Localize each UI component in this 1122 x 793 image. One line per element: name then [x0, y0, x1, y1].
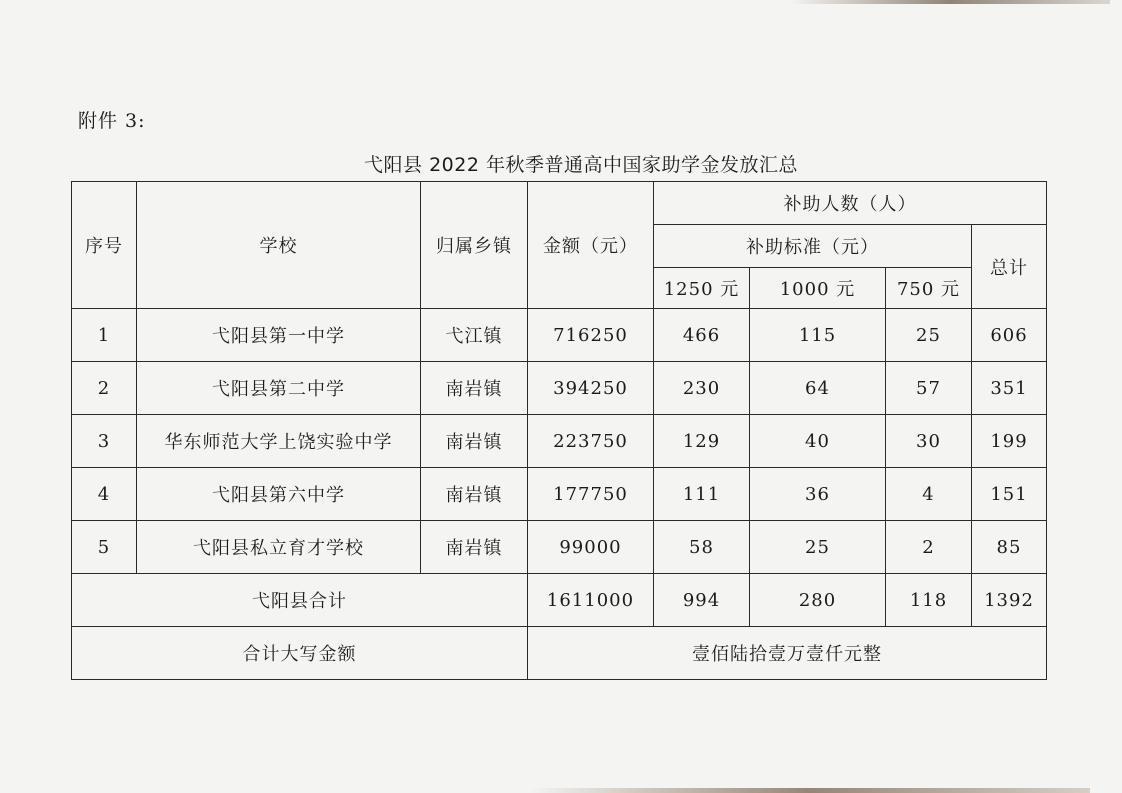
- cell-amount: 716250: [528, 309, 654, 362]
- cell-amount: 223750: [528, 415, 654, 468]
- cell-total: 606: [972, 309, 1047, 362]
- cell-school: 弋阳县第六中学: [137, 468, 421, 521]
- cell-n1000: 25: [750, 521, 886, 574]
- header-tier-1250: 1250 元: [654, 268, 750, 309]
- cell-school: 弋阳县第二中学: [137, 362, 421, 415]
- cell-n750: 25: [886, 309, 972, 362]
- table-row: [72, 468, 1047, 521]
- cell-amount: 394250: [528, 362, 654, 415]
- cell-seq: 1: [72, 309, 137, 362]
- cell-n1000: 36: [750, 468, 886, 521]
- summary-n1250: 994: [654, 574, 750, 627]
- header-total: 总计: [972, 225, 1047, 309]
- header-seq: 序号: [72, 182, 137, 309]
- page-edge-bottom: [530, 788, 1090, 793]
- cell-amount: 177750: [528, 468, 654, 521]
- cell-town: 弋江镇: [421, 309, 528, 362]
- summary-row: [72, 574, 1047, 627]
- cell-n1250: 111: [654, 468, 750, 521]
- cell-n1000: 40: [750, 415, 886, 468]
- cell-town: 南岩镇: [421, 468, 528, 521]
- cell-n750: 57: [886, 362, 972, 415]
- capital-label: 合计大写金额: [72, 627, 528, 680]
- capital-value: 壹佰陆拾壹万壹仟元整: [528, 627, 1047, 680]
- cell-n1000: 64: [750, 362, 886, 415]
- cell-amount: 99000: [528, 521, 654, 574]
- cell-school: 华东师范大学上饶实验中学: [137, 415, 421, 468]
- summary-n750: 118: [886, 574, 972, 627]
- cell-total: 351: [972, 362, 1047, 415]
- header-tier-1000: 1000 元: [750, 268, 886, 309]
- summary-label: 弋阳县合计: [72, 574, 528, 627]
- cell-seq: 5: [72, 521, 137, 574]
- cell-n1250: 466: [654, 309, 750, 362]
- header-people: 补助人数（人）: [654, 182, 1047, 225]
- summary-amount: 1611000: [528, 574, 654, 627]
- cell-total: 199: [972, 415, 1047, 468]
- attachment-label: 附件 3:: [78, 110, 146, 132]
- page-edge-top: [790, 0, 1110, 4]
- cell-n1250: 230: [654, 362, 750, 415]
- cell-town: 南岩镇: [421, 415, 528, 468]
- header-town: 归属乡镇: [421, 182, 528, 309]
- cell-seq: 3: [72, 415, 137, 468]
- cell-school: 弋阳县第一中学: [137, 309, 421, 362]
- header-tier-750: 750 元: [886, 268, 972, 309]
- cell-n1000: 115: [750, 309, 886, 362]
- header-amount: 金额（元）: [528, 182, 654, 309]
- cell-town: 南岩镇: [421, 362, 528, 415]
- table-row: [72, 521, 1047, 574]
- cell-n1250: 129: [654, 415, 750, 468]
- capital-amount-row: [72, 627, 1047, 680]
- document-title: 弋阳县 2022 年秋季普通高中国家助学金发放汇总: [364, 154, 798, 176]
- cell-total: 85: [972, 521, 1047, 574]
- table-row: [72, 362, 1047, 415]
- summary-n1000: 280: [750, 574, 886, 627]
- cell-n750: 4: [886, 468, 972, 521]
- cell-total: 151: [972, 468, 1047, 521]
- cell-school: 弋阳县私立育才学校: [137, 521, 421, 574]
- cell-n1250: 58: [654, 521, 750, 574]
- cell-seq: 4: [72, 468, 137, 521]
- header-standard: 补助标准（元）: [654, 225, 972, 268]
- cell-town: 南岩镇: [421, 521, 528, 574]
- cell-seq: 2: [72, 362, 137, 415]
- cell-n750: 2: [886, 521, 972, 574]
- table-row: [72, 309, 1047, 362]
- summary-total: 1392: [972, 574, 1047, 627]
- table-row: [72, 415, 1047, 468]
- subsidy-summary-table: [71, 181, 1047, 680]
- header-school: 学校: [137, 182, 421, 309]
- cell-n750: 30: [886, 415, 972, 468]
